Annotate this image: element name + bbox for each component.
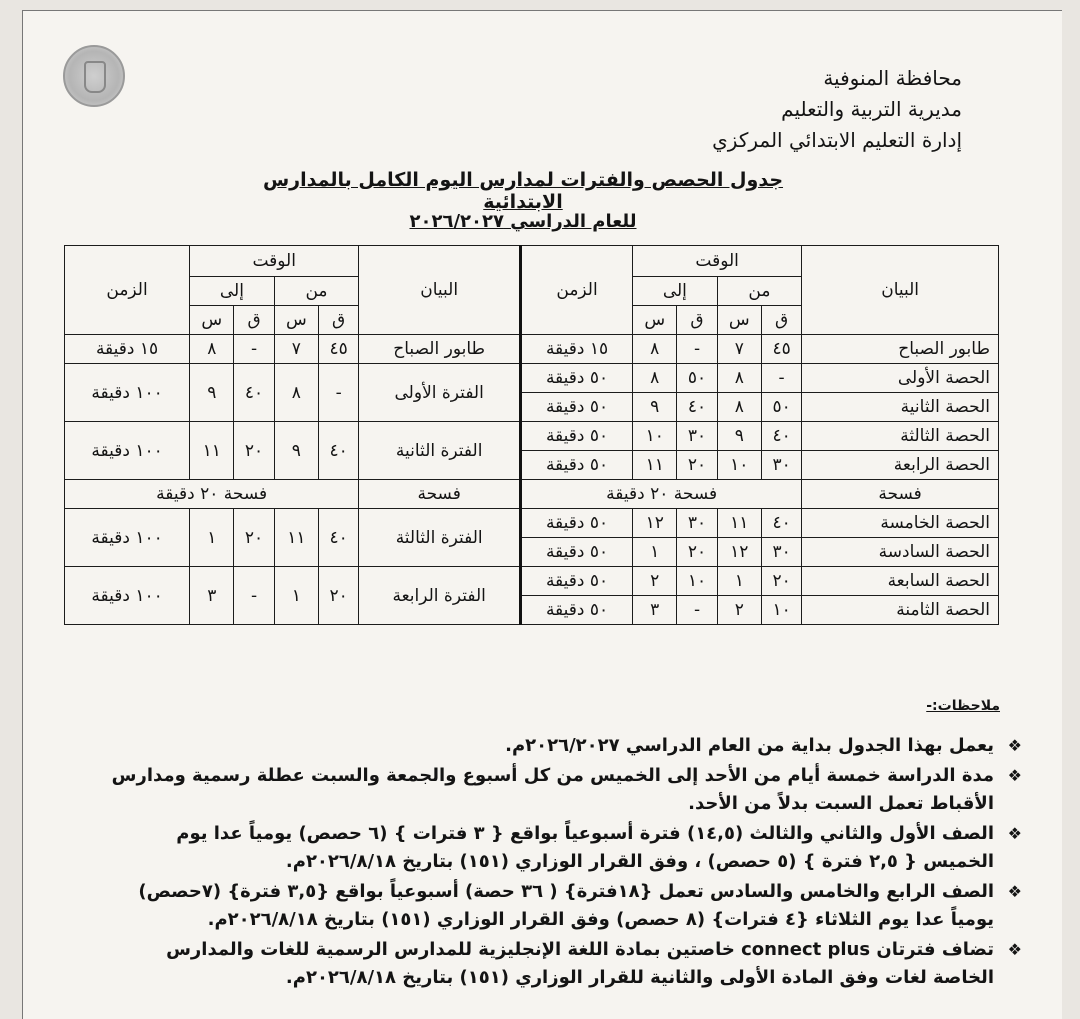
cell-zaman: ٥٠ دقيقة [521, 364, 633, 393]
row-label: الحصة السابعة [802, 567, 999, 596]
cell-zaman: ١٠٠ دقيقة [65, 364, 190, 422]
header-waqt: الوقت [190, 246, 359, 277]
row-label: الفترة الثانية [359, 422, 521, 480]
header-s: س [633, 306, 677, 335]
cell-ila-q: - [234, 567, 274, 625]
header-s: س [190, 306, 234, 335]
header-q: ق [761, 306, 801, 335]
issuer-header [712, 63, 962, 156]
cell-zaman: ١٥ دقيقة [521, 335, 633, 364]
cell-ila-q: ٤٠ [677, 393, 717, 422]
cell-min-s: ٨ [717, 364, 761, 393]
row-label: الفترة الأولى [359, 364, 521, 422]
cell-min-s: ٧ [274, 335, 318, 364]
header-min: من [274, 277, 359, 306]
header-s: س [274, 306, 318, 335]
page-subtitle: للعام الدراسي ٢٠٢٦/٢٠٢٧ [409, 211, 637, 232]
cell-ila-q: - [234, 335, 274, 364]
list-item [102, 936, 1022, 992]
cell-ila-q: ١٠ [677, 567, 717, 596]
cell-min-q: ٤٠ [319, 509, 359, 567]
header-bayan: البيان [359, 246, 521, 335]
directorate-line: مديرية التربية والتعليم [781, 97, 962, 121]
cell-min-q: ٣٠ [761, 538, 801, 567]
row-label: طابور الصباح [359, 335, 521, 364]
row-label: الحصة الثامنة [802, 596, 999, 625]
cell-ila-s: ١١ [633, 451, 677, 480]
table-row [65, 567, 999, 596]
row-label: الفترة الرابعة [359, 567, 521, 625]
cell-ila-q: ٤٠ [234, 364, 274, 422]
cell-min-s: ١١ [274, 509, 318, 567]
notes-list [102, 732, 1022, 994]
note-text: يعمل بهذا الجدول بداية من العام الدراسي ٢٠٢٦/٢٠٢٧م. [505, 735, 994, 756]
governorate-line: محافظة المنوفية [823, 66, 962, 90]
cell-ila-q: ٥٠ [677, 364, 717, 393]
header-q: ق [319, 306, 359, 335]
ministry-seal-icon [63, 45, 125, 107]
header-bayan: البيان [802, 246, 999, 335]
list-item [102, 762, 1022, 818]
cell-min-s: ٨ [717, 393, 761, 422]
cell-zaman: ٥٠ دقيقة [521, 451, 633, 480]
break-row [65, 480, 999, 509]
header-waqt: الوقت [633, 246, 802, 277]
list-item [102, 878, 1022, 934]
cell-min-q: ٢٠ [319, 567, 359, 625]
cell-ila-q: ٢٠ [677, 538, 717, 567]
cell-ila-s: ٨ [633, 364, 677, 393]
diamond-bullet-icon: ❖ [1007, 882, 1022, 901]
diamond-bullet-icon: ❖ [1007, 766, 1022, 785]
note-text: الصف الأول والثاني والثالث (١٤,٥) فترة أسبوعياً بواقع { ٣ فترات } (٦ حصص) يومياً عدا يوم الخميس { ٢,٥ فترة } (٥ حصص) ، وفق القرار الوزاري (١٥١) بتاريخ ٢٠٢٦/٨/١٨م. [176, 823, 994, 872]
cell-ila-s: ٣ [190, 567, 234, 625]
diamond-bullet-icon: ❖ [1007, 736, 1022, 755]
cell-ila-q: ٢٠ [234, 509, 274, 567]
cell-min-q: ٣٠ [761, 451, 801, 480]
row-label: الحصة الثالثة [802, 422, 999, 451]
table-row [65, 509, 999, 538]
cell-zaman: ١٠٠ دقيقة [65, 422, 190, 480]
table-row [65, 335, 999, 364]
header-min: من [717, 277, 802, 306]
break-text: فسحة ٢٠ دقيقة [521, 480, 802, 509]
header-q: ق [234, 306, 274, 335]
note-text: تضاف فترتان connect plus خاصتين بمادة اللغة الإنجليزية للمدارس الرسمية للغات والمدارس الخاصة لغات وفق المادة الأولى والثانية للقرار الوزاري (١٥١) بتاريخ ٢٠٢٦/٨/١٨م. [166, 939, 994, 988]
cell-ila-s: ١٢ [633, 509, 677, 538]
header-ila: إلى [633, 277, 718, 306]
cell-min-q: ٥٠ [761, 393, 801, 422]
cell-ila-q: ٣٠ [677, 422, 717, 451]
cell-ila-s: ٨ [190, 335, 234, 364]
cell-min-s: ١١ [717, 509, 761, 538]
notes-heading: ملاحظات:- [926, 698, 1000, 714]
cell-min-s: ٧ [717, 335, 761, 364]
cell-min-s: ٢ [717, 596, 761, 625]
cell-min-q: - [319, 364, 359, 422]
note-text: مدة الدراسة خمسة أيام من الأحد إلى الخميس من كل أسبوع والجمعة والسبت عطلة رسمية ومدارس الأقباط تعمل السبت بدلاً من الأحد. [111, 765, 994, 814]
cell-zaman: ٥٠ دقيقة [521, 509, 633, 538]
table-row [65, 422, 999, 451]
cell-min-q: - [761, 364, 801, 393]
cell-zaman: ٥٠ دقيقة [521, 538, 633, 567]
cell-min-q: ٤٥ [761, 335, 801, 364]
administration-line: إدارة التعليم الابتدائي المركزي [712, 128, 962, 152]
cell-ila-q: ٢٠ [234, 422, 274, 480]
cell-zaman: ٥٠ دقيقة [521, 596, 633, 625]
header-zaman: الزمن [521, 246, 633, 335]
cell-min-s: ٩ [717, 422, 761, 451]
note-text: الصف الرابع والخامس والسادس تعمل {١٨فترة} ( ٣٦ حصة) أسبوعياً بواقع {٣,٥ فترة} (٧حصص) يومياً عدا يوم الثلاثاء {٤ فترات} (٨ حصص) وفق القرار الوزاري (١٥١) بتاريخ ٢٠٢٦/٨/١٨م. [138, 881, 994, 930]
cell-min-s: ١ [717, 567, 761, 596]
cell-min-q: ٤٠ [761, 422, 801, 451]
cell-ila-s: ٢ [633, 567, 677, 596]
row-label: فسحة [802, 480, 999, 509]
cell-ila-s: ٩ [633, 393, 677, 422]
cell-ila-s: ١١ [190, 422, 234, 480]
cell-min-q: ٤٠ [319, 422, 359, 480]
row-label: طابور الصباح [802, 335, 999, 364]
cell-min-s: ٩ [274, 422, 318, 480]
diamond-bullet-icon: ❖ [1007, 940, 1022, 959]
page-title: جدول الحصص والفترات لمدارس اليوم الكامل بالمدارس الابتدائية [262, 169, 784, 213]
cell-min-q: ٤٠ [761, 509, 801, 538]
cell-ila-s: ٣ [633, 596, 677, 625]
row-label: الحصة الخامسة [802, 509, 999, 538]
header-q: ق [677, 306, 717, 335]
cell-zaman: ١٥ دقيقة [65, 335, 190, 364]
table-row [65, 364, 999, 393]
cell-zaman: ١٠٠ دقيقة [65, 509, 190, 567]
cell-min-q: ١٠ [761, 596, 801, 625]
cell-ila-s: ٩ [190, 364, 234, 422]
cell-zaman: ٥٠ دقيقة [521, 567, 633, 596]
header-zaman: الزمن [65, 246, 190, 335]
cell-ila-s: ١ [633, 538, 677, 567]
header-ila: إلى [190, 277, 275, 306]
header-s: س [717, 306, 761, 335]
cell-ila-s: ٨ [633, 335, 677, 364]
cell-ila-q: - [677, 335, 717, 364]
cell-min-s: ٨ [274, 364, 318, 422]
list-item [102, 820, 1022, 876]
cell-ila-s: ١ [190, 509, 234, 567]
table-header-row [65, 246, 999, 277]
cell-min-q: ٢٠ [761, 567, 801, 596]
row-label: الحصة السادسة [802, 538, 999, 567]
diamond-bullet-icon: ❖ [1007, 824, 1022, 843]
cell-min-s: ١٠ [717, 451, 761, 480]
cell-min-s: ١ [274, 567, 318, 625]
row-label: فسحة [359, 480, 521, 509]
cell-ila-q: ٣٠ [677, 509, 717, 538]
cell-ila-q: - [677, 596, 717, 625]
break-text: فسحة ٢٠ دقيقة [65, 480, 359, 509]
cell-min-s: ١٢ [717, 538, 761, 567]
row-label: الفترة الثالثة [359, 509, 521, 567]
row-label: الحصة الرابعة [802, 451, 999, 480]
cell-ila-s: ١٠ [633, 422, 677, 451]
cell-zaman: ٥٠ دقيقة [521, 393, 633, 422]
list-item [102, 732, 1022, 760]
row-label: الحصة الأولى [802, 364, 999, 393]
schedule-table [64, 245, 999, 625]
cell-min-q: ٤٥ [319, 335, 359, 364]
cell-zaman: ١٠٠ دقيقة [65, 567, 190, 625]
cell-ila-q: ٢٠ [677, 451, 717, 480]
cell-zaman: ٥٠ دقيقة [521, 422, 633, 451]
row-label: الحصة الثانية [802, 393, 999, 422]
